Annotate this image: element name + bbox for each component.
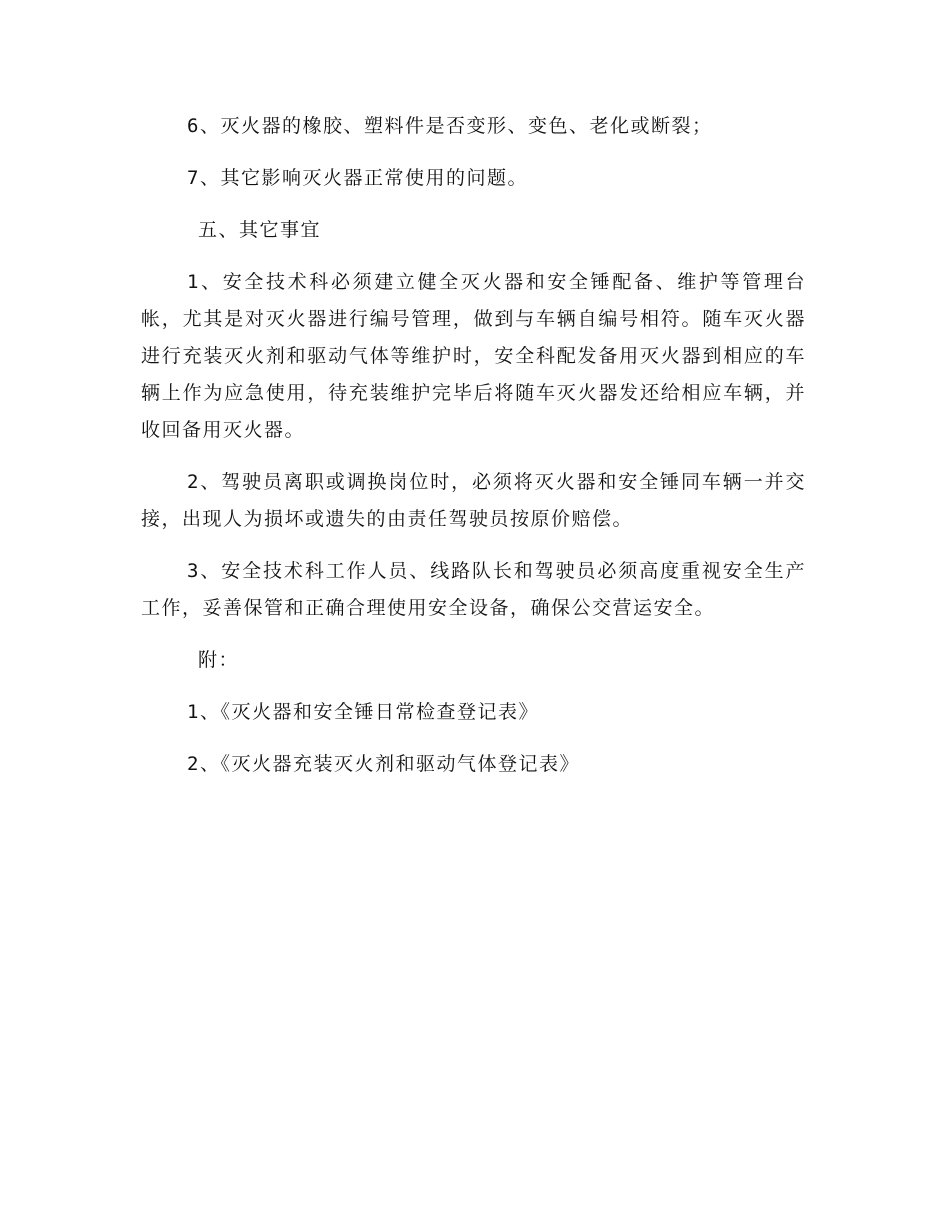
document-body [141, 108, 806, 783]
section-heading-other-matters: 五、其它事宜 [198, 219, 322, 241]
other-matters-item-2: 2、驾驶员离职或调换岗位时，必须将灭火器和安全锤同车辆一并交接，出现人为损坏或遗失的由责任驾驶员按原价赔偿。 [141, 471, 806, 530]
attachments-label: 附： [198, 649, 240, 671]
other-matters-item-1: 1、安全技术科必须建立健全灭火器和安全锤配备、维护等管理台帐，尤其是对灭火器进行编号管理，做到与车辆自编号相符。随车灭火器进行充装灭火剂和驱动气体等维护时，安全科配发备用灭火器到相应的车辆上作为应急使用，待充装维护完毕后将随车灭火器发还给相应车辆，并收回备用灭火器。 [141, 271, 806, 441]
attachment-item-2: 2、《灭火器充装灭火剂和驱动气体登记表》 [187, 753, 580, 775]
other-matters-item-3: 3、安全技术科工作人员、线路队长和驾驶员必须高度重视安全生产工作，妥善保管和正确合理使用安全设备，确保公交营运安全。 [141, 560, 806, 619]
attachment-item-1: 1、《灭火器和安全锤日常检查登记表》 [187, 701, 539, 723]
inspection-item-7: 7、其它影响灭火器正常使用的问题。 [187, 167, 528, 189]
inspection-item-6: 6、灭火器的橡胶、塑料件是否变形、变色、老化或断裂； [187, 115, 713, 137]
